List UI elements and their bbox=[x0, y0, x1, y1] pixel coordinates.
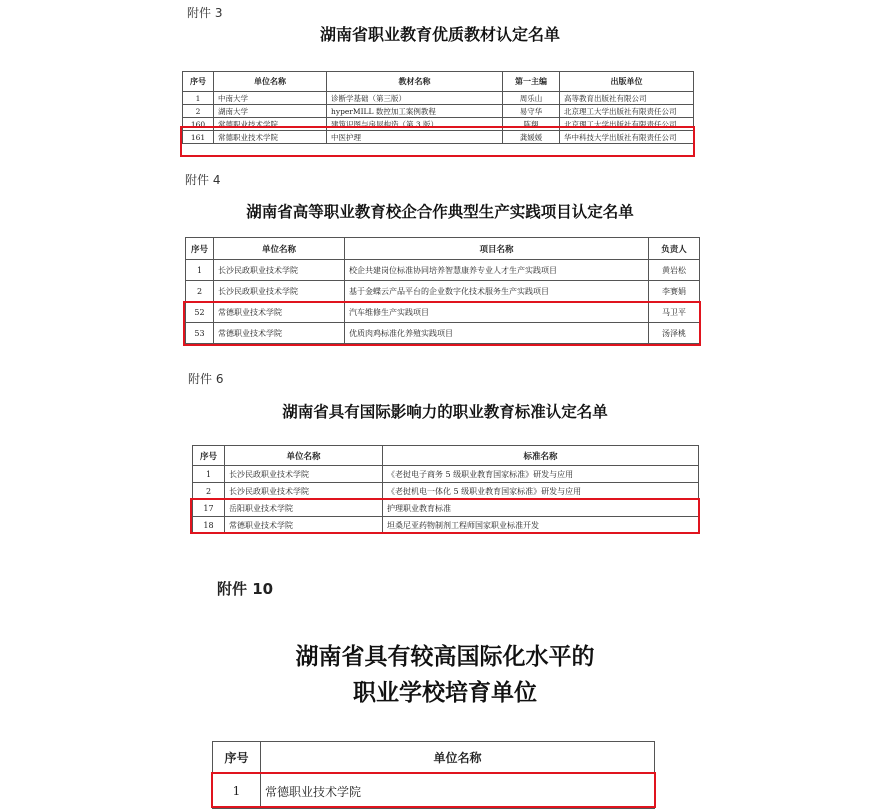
row-unit: 中南大学 bbox=[214, 92, 327, 105]
attachment-label-6: 附件 6 bbox=[188, 372, 224, 386]
header-no: 序号 bbox=[186, 238, 214, 260]
row-no: 1 bbox=[213, 774, 261, 809]
table-row bbox=[186, 281, 700, 302]
row-editor: 周乐山 bbox=[503, 92, 560, 105]
header-standard: 标准名称 bbox=[383, 446, 699, 466]
row-project: 基于金蝶云产品平台的企业数字化技术服务生产实践项目 bbox=[345, 281, 649, 302]
section-title-line1: 湖南省具有较高国际化水平的 bbox=[295, 644, 595, 670]
row-unit: 常德职业技术学院 bbox=[225, 517, 383, 534]
header-no: 序号 bbox=[183, 72, 214, 92]
row-no: 52 bbox=[186, 302, 214, 323]
section-title-standards: 湖南省具有国际影响力的职业教育标准认定名单 bbox=[282, 403, 608, 421]
header-unit: 单位名称 bbox=[214, 238, 345, 260]
row-standard: 《老挝电子商务 5 级职业教育国家标准》研发与应用 bbox=[383, 466, 699, 483]
row-unit: 常德职业技术学院 bbox=[214, 323, 345, 344]
row-editor: 陈翔 bbox=[503, 118, 560, 131]
attachment-label-3: 附件 3 bbox=[187, 6, 223, 20]
row-unit: 长沙民政职业技术学院 bbox=[214, 281, 345, 302]
row-project: 汽车维修生产实践项目 bbox=[345, 302, 649, 323]
row-unit: 常德职业技术学院 bbox=[214, 118, 327, 131]
row-no: 2 bbox=[193, 483, 225, 500]
row-leader: 黄岩松 bbox=[649, 260, 700, 281]
row-unit: 常德职业技术学院 bbox=[261, 774, 655, 809]
attachment-label-4: 附件 4 bbox=[185, 173, 221, 187]
table-row bbox=[193, 483, 699, 500]
row-unit: 常德职业技术学院 bbox=[214, 302, 345, 323]
table-header-row bbox=[186, 238, 700, 260]
row-no: 160 bbox=[183, 118, 214, 131]
table-row bbox=[183, 92, 694, 105]
header-leader: 负责人 bbox=[649, 238, 700, 260]
row-publisher: 华中科技大学出版社有限责任公司 bbox=[560, 131, 694, 144]
row-no: 53 bbox=[186, 323, 214, 344]
table-header-row bbox=[193, 446, 699, 466]
highlight-box bbox=[190, 498, 700, 534]
header-textbook-name: 教材名称 bbox=[327, 72, 503, 92]
section-title-line2: 职业学校培育单位 bbox=[353, 680, 537, 706]
attachment-label-10: 附件 10 bbox=[217, 580, 274, 598]
row-project: 优质肉鸡标准化养殖实践项目 bbox=[345, 323, 649, 344]
row-textbook: hyperMILL 数控加工案例教程 bbox=[327, 105, 503, 118]
row-unit: 长沙民政职业技术学院 bbox=[225, 483, 383, 500]
row-unit: 岳阳职业技术学院 bbox=[225, 500, 383, 517]
row-standard: 《老挝机电一体化 5 级职业教育国家标准》研发与应用 bbox=[383, 483, 699, 500]
highlight-box bbox=[211, 772, 656, 808]
header-no: 序号 bbox=[213, 742, 261, 774]
row-no: 2 bbox=[186, 281, 214, 302]
row-unit: 湖南大学 bbox=[214, 105, 327, 118]
highlight-box bbox=[180, 126, 695, 157]
row-publisher: 北京理工大学出版社有限责任公司 bbox=[560, 118, 694, 131]
table-row bbox=[183, 105, 694, 118]
row-standard: 护理职业教育标准 bbox=[383, 500, 699, 517]
row-unit: 常德职业技术学院 bbox=[214, 131, 327, 144]
row-leader: 汤泽桃 bbox=[649, 323, 700, 344]
table-header-row bbox=[183, 72, 694, 92]
header-publisher: 出版单位 bbox=[560, 72, 694, 92]
row-no: 1 bbox=[183, 92, 214, 105]
header-unit: 单位名称 bbox=[225, 446, 383, 466]
row-no: 17 bbox=[193, 500, 225, 517]
row-standard: 坦桑尼亚药物制剂工程师国家职业标准开发 bbox=[383, 517, 699, 534]
row-no: 2 bbox=[183, 105, 214, 118]
header-unit: 单位名称 bbox=[214, 72, 327, 92]
header-first-editor: 第一主编 bbox=[503, 72, 560, 92]
row-editor: 易守华 bbox=[503, 105, 560, 118]
section-title-textbooks: 湖南省职业教育优质教材认定名单 bbox=[319, 25, 560, 44]
row-no: 1 bbox=[186, 260, 214, 281]
section-title-projects: 湖南省高等职业教育校企合作典型生产实践项目认定名单 bbox=[246, 203, 634, 221]
row-editor: 龚媛媛 bbox=[503, 131, 560, 144]
table-row bbox=[193, 466, 699, 483]
row-textbook: 诊断学基础（第三版） bbox=[327, 92, 503, 105]
header-unit: 单位名称 bbox=[261, 742, 655, 774]
row-no: 18 bbox=[193, 517, 225, 534]
header-no: 序号 bbox=[193, 446, 225, 466]
table-row bbox=[186, 260, 700, 281]
row-no: 1 bbox=[193, 466, 225, 483]
row-no: 161 bbox=[183, 131, 214, 144]
row-publisher: 北京理工大学出版社有限责任公司 bbox=[560, 105, 694, 118]
row-publisher: 高等教育出版社有限公司 bbox=[560, 92, 694, 105]
table-header-row bbox=[213, 742, 655, 774]
row-textbook: 中医护理 bbox=[327, 131, 503, 144]
row-leader: 李赛娟 bbox=[649, 281, 700, 302]
highlight-box bbox=[183, 301, 701, 346]
row-unit: 长沙民政职业技术学院 bbox=[214, 260, 345, 281]
row-leader: 马卫平 bbox=[649, 302, 700, 323]
header-project: 项目名称 bbox=[345, 238, 649, 260]
row-project: 校企共建岗位标准协同培养智慧康养专业人才生产实践项目 bbox=[345, 260, 649, 281]
row-textbook: 建筑识图与房屋构造（第 3 版） bbox=[327, 118, 503, 131]
row-unit: 长沙民政职业技术学院 bbox=[225, 466, 383, 483]
